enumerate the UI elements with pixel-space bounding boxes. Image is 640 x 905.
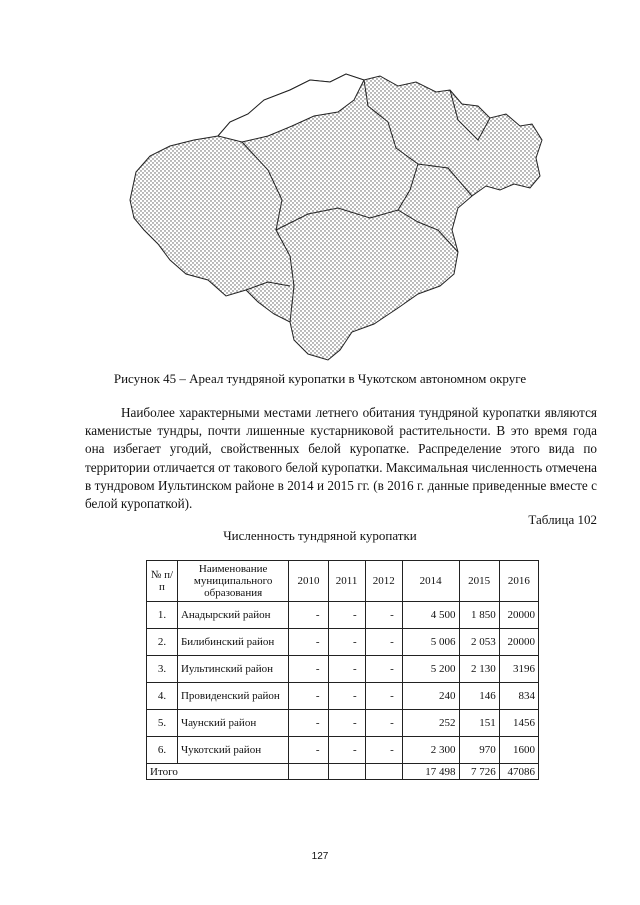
cell-name: Иультинский район — [177, 656, 288, 683]
cell-name: Чаунский район — [177, 710, 288, 737]
table-title: Численность тундряной куропатки — [223, 528, 417, 543]
cell-2010: - — [289, 602, 328, 629]
cell-2015: 2 130 — [459, 656, 499, 683]
cell-2014: 4 500 — [402, 602, 459, 629]
cell-2011: - — [328, 710, 365, 737]
page-number: 127 — [311, 851, 329, 862]
cell-2012: - — [365, 629, 402, 656]
cell-2014: 2 300 — [402, 737, 459, 764]
cell-2015: 1 850 — [459, 602, 499, 629]
cell-no: 5. — [147, 710, 178, 737]
cell-2014: 5 200 — [402, 656, 459, 683]
cell-2015: 2 053 — [459, 629, 499, 656]
header-2011: 2011 — [328, 561, 365, 602]
cell-2012: - — [365, 602, 402, 629]
header-name: Наименование муниципального образования — [177, 561, 288, 602]
cell-2015: 146 — [459, 683, 499, 710]
range-map — [118, 60, 550, 365]
header-no: № п/п — [147, 561, 178, 602]
cell-2016: 1600 — [499, 737, 538, 764]
cell-2011: - — [328, 656, 365, 683]
table-row — [147, 629, 539, 656]
total-2010 — [289, 764, 328, 780]
header-2010: 2010 — [289, 561, 328, 602]
cell-2016: 1456 — [499, 710, 538, 737]
cell-2010: - — [289, 737, 328, 764]
header-2012: 2012 — [365, 561, 402, 602]
cell-2011: - — [328, 683, 365, 710]
header-2014: 2014 — [402, 561, 459, 602]
cell-2014: 240 — [402, 683, 459, 710]
table-header-row — [147, 561, 539, 602]
total-2014: 17 498 — [402, 764, 459, 780]
figure-caption: Рисунок 45 – Ареал тундряной куропатки в Чукотском автономном округе — [113, 371, 527, 386]
cell-2011: - — [328, 629, 365, 656]
total-2011 — [328, 764, 365, 780]
table-row — [147, 656, 539, 683]
table-total-row — [147, 764, 539, 780]
cell-name: Анадырский район — [177, 602, 288, 629]
cell-2010: - — [289, 629, 328, 656]
cell-name: Провиденский район — [177, 683, 288, 710]
total-2016: 47086 — [499, 764, 538, 780]
cell-2011: - — [328, 737, 365, 764]
total-2012 — [365, 764, 402, 780]
table-row — [147, 710, 539, 737]
cell-2016: 20000 — [499, 629, 538, 656]
cell-2016: 20000 — [499, 602, 538, 629]
cell-2012: - — [365, 683, 402, 710]
cell-2010: - — [289, 656, 328, 683]
cell-no: 3. — [147, 656, 178, 683]
cell-no: 2. — [147, 629, 178, 656]
cell-2012: - — [365, 710, 402, 737]
cell-2014: 5 006 — [402, 629, 459, 656]
cell-2016: 834 — [499, 683, 538, 710]
body-paragraph: Наиболее характерными местами летнего обитания тундряной куропатки являются каменистые тундры, почти лишенные кустарниковой растительности. В это время года она избегает угодий, свойственных белой куропатке. Распределение этого вида по территории отличается от такового белой куропатки. Максимальная численность отмечена в тундровом Иультинском районе в 2014 и 2015 гг. (в 2016 г. данные приведенные вместе с белой куропаткой). — [85, 405, 597, 512]
cell-name: Чукотский район — [177, 737, 288, 764]
table-row — [147, 683, 539, 710]
cell-2010: - — [289, 683, 328, 710]
cell-2015: 970 — [459, 737, 499, 764]
table-row — [147, 737, 539, 764]
header-2015: 2015 — [459, 561, 499, 602]
cell-2015: 151 — [459, 710, 499, 737]
cell-no: 6. — [147, 737, 178, 764]
region-outline — [130, 74, 542, 360]
table-label: Таблица 102 — [528, 512, 597, 527]
cell-2012: - — [365, 656, 402, 683]
total-2015: 7 726 — [459, 764, 499, 780]
cell-2016: 3196 — [499, 656, 538, 683]
table-row — [147, 602, 539, 629]
cell-2011: - — [328, 602, 365, 629]
cell-2014: 252 — [402, 710, 459, 737]
cell-2012: - — [365, 737, 402, 764]
cell-name: Билибинский район — [177, 629, 288, 656]
header-2016: 2016 — [499, 561, 538, 602]
population-table — [146, 560, 539, 780]
total-label: Итого — [147, 764, 289, 780]
cell-no: 1. — [147, 602, 178, 629]
cell-2010: - — [289, 710, 328, 737]
cell-no: 4. — [147, 683, 178, 710]
